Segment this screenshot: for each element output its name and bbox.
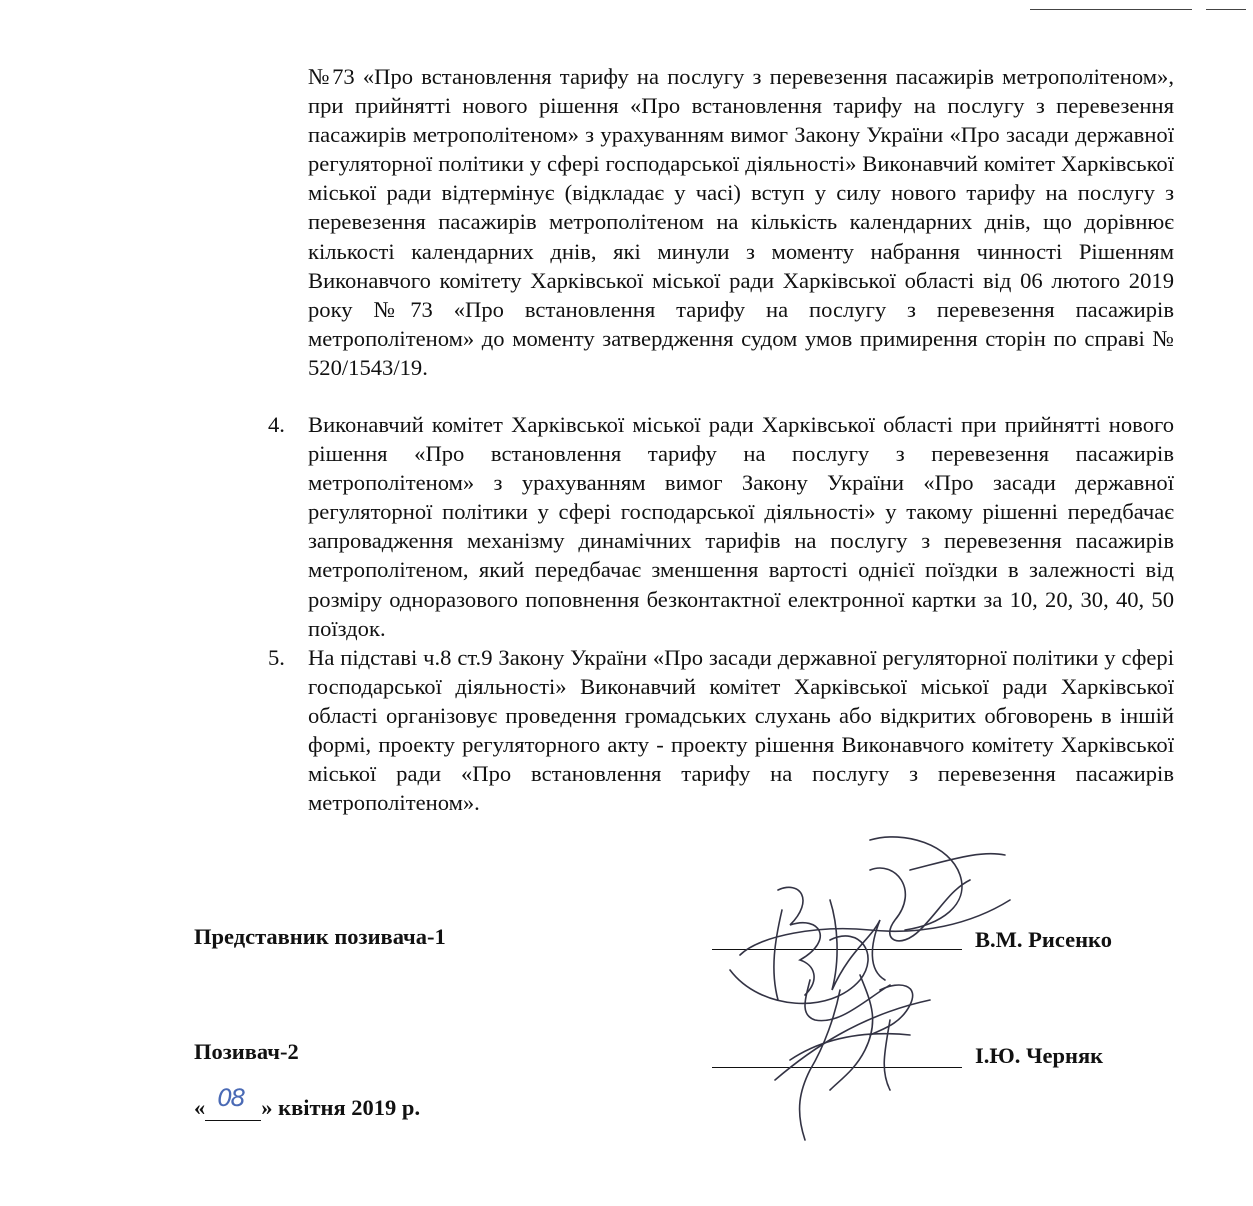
signatory-1-role: Представник позивача-1 — [194, 924, 446, 949]
list-item-number: 5. — [268, 645, 285, 670]
date-day-field — [205, 1084, 261, 1121]
header-rule-right — [1206, 9, 1246, 10]
signatory-1-name: В.М. Рисенко — [975, 927, 1112, 952]
date-day: 08 — [217, 1084, 244, 1112]
continuation-paragraph — [308, 62, 1174, 382]
signatory-2-name: І.Ю. Черняк — [975, 1043, 1104, 1068]
list-item-number: 4. — [268, 412, 285, 437]
list-item-4 — [268, 410, 1174, 643]
date-open-quote: « — [194, 1095, 206, 1120]
continuation-text: №73 «Про встановлення тарифу на послугу з перевезення пасажирів метрополітеном», при прийнятті нового рішення «Про встановлення тарифу на послугу з перевезення пасажирів метрополітеном» з урахуванням вимог Закону України «Про засади державної регуляторної політики у сфері господарської діяльності» Виконавчий комітет Харківської міської ради відтермінує (відкладає у часі) вступ у силу нового тарифу на послугу з перевезення пасажирів метрополітеном на кількість календарних днів, що дорівнює кількості календарних днів, які минули з моменту набрання чинності Рішенням Виконавчого комітету Харківської міської ради Харківської області від 06 лютого 2019 року №73 «Про встановлення тарифу на послугу з перевезення пасажирів метрополітеном» до моменту затвердження судом умов примирення сторін по справі № 520/1543/19. — [308, 64, 1174, 380]
list-item-text: На підставі ч.8 ст.9 Закону України «Про засади державної регуляторної політики у сфері господарської діяльності» Виконавчий комітет Харківської міської ради Харківської області організовує проведення громадських слухань або відкритих обговорень в іншій формі, проекту регуляторного акту - проекту рішення Виконавчого комітету Харківської міської ради «Про встановлення тарифу на послугу з перевезення пасажирів метрополітеном». — [308, 645, 1174, 816]
date-rest: квітня 2019 р. — [278, 1095, 421, 1120]
date-close-quote: » — [261, 1095, 273, 1120]
signatory-2-role: Позивач-2 — [194, 1039, 299, 1064]
header-rule-left — [1030, 9, 1192, 10]
signature-2-icon — [770, 960, 950, 1150]
list-item-5 — [268, 643, 1174, 818]
document-date — [194, 1084, 421, 1121]
list-item-text: Виконавчий комітет Харківської міської ради Харківської області при прийнятті нового рішення «Про встановлення тарифу на послугу з перевезення пасажирів метрополітеном» з урахуванням вимог Закону України «Про засади державної регуляторної політики у сфері господарської діяльності» у такому рішенні передбачає запровадження механізму динамічних тарифів на послугу з перевезення пасажирів метрополітеном, який передбачає зменшення вартості однієї поїздки в залежності від розміру одноразового поповнення безконтактної електронної картки за 10, 20, 30, 40, 50 поїздок. — [308, 412, 1174, 641]
